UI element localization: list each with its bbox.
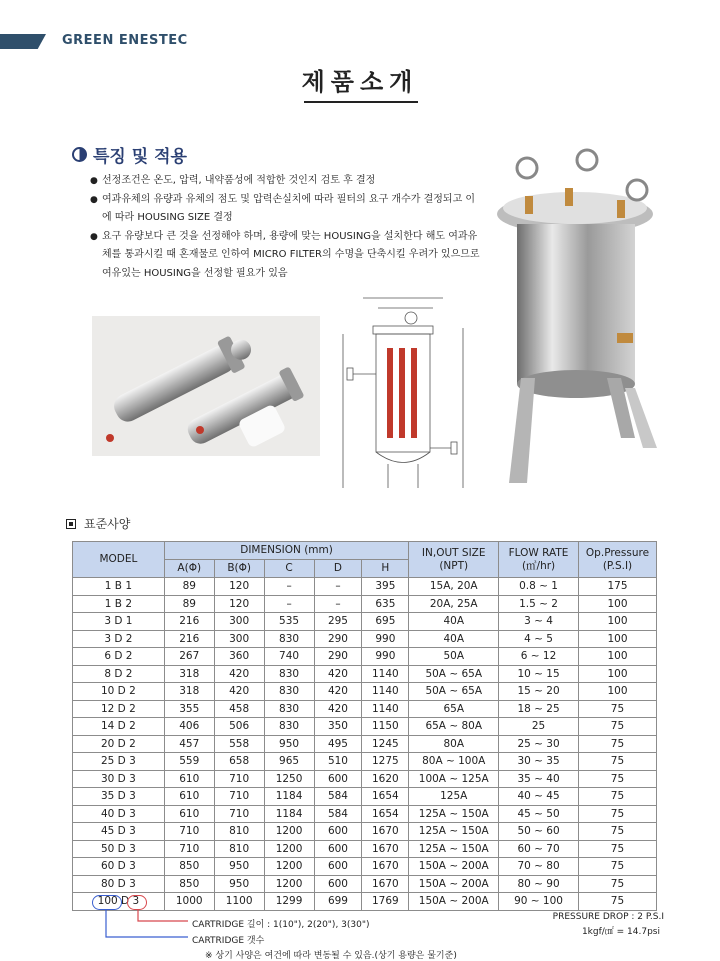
table-cell: 635 [362, 595, 409, 613]
table-cell: 600 [314, 875, 362, 893]
table-cell: 75 [578, 840, 656, 858]
table-cell: 395 [362, 578, 409, 596]
table-cell: 850 [164, 858, 214, 876]
table-cell: 1654 [362, 805, 409, 823]
table-cell: 90 ~ 100 [499, 893, 579, 911]
header-op-line2: (P.S.I) [602, 559, 633, 572]
table-cell: 100 D 3 [73, 893, 165, 911]
table-cell: 600 [314, 858, 362, 876]
header-op-line1: Op.Pressure [585, 546, 650, 559]
table-cell: 559 [164, 753, 214, 771]
table-cell: 75 [578, 770, 656, 788]
table-cell: 600 [314, 823, 362, 841]
table-cell: 600 [314, 770, 362, 788]
table-cell: 75 [578, 805, 656, 823]
table-cell: 3 D 2 [73, 630, 165, 648]
table-cell: 558 [214, 735, 264, 753]
table-cell: 6 D 2 [73, 648, 165, 666]
table-cell: 830 [264, 700, 314, 718]
table-cell: 457 [164, 735, 214, 753]
table-cell: 950 [214, 858, 264, 876]
table-cell: 150A ~ 200A [409, 875, 499, 893]
table-cell: 535 [264, 613, 314, 631]
table-cell: 89 [164, 595, 214, 613]
table-cell: 300 [214, 613, 264, 631]
feature-bullet: ● 선정조건은 온도, 압력, 내약품성에 적합한 것인지 검토 후 결정 [90, 172, 480, 191]
header-dimension: DIMENSION (mm) [164, 542, 409, 560]
table-cell: 125A [409, 788, 499, 806]
table-cell: 50 D 3 [73, 840, 165, 858]
table-cell: 65A ~ 80A [409, 718, 499, 736]
table-cell: 30 ~ 35 [499, 753, 579, 771]
header-c: C [264, 560, 314, 578]
table-cell: 25 ~ 30 [499, 735, 579, 753]
table-cell: 830 [264, 683, 314, 701]
table-cell: 710 [164, 840, 214, 858]
table-cell: 318 [164, 683, 214, 701]
table-cell: 350 [314, 718, 362, 736]
table-cell: 1140 [362, 700, 409, 718]
table-cell: 458 [214, 700, 264, 718]
table-cell: 1184 [264, 805, 314, 823]
cartridge-count-note: CARTRIDGE 갯수 [192, 936, 265, 946]
table-cell: 40A [409, 630, 499, 648]
table-cell: 950 [214, 875, 264, 893]
table-cell: 1200 [264, 858, 314, 876]
table-cell: 1184 [264, 788, 314, 806]
table-cell: 740 [264, 648, 314, 666]
table-cell: 30 D 3 [73, 770, 165, 788]
table-cell: 710 [214, 788, 264, 806]
header-h: H [362, 560, 409, 578]
header-inout-line2: (NPT) [439, 559, 469, 572]
table-cell: 695 [362, 613, 409, 631]
table-cell: 0.8 ~ 1 [499, 578, 579, 596]
table-cell: 1140 [362, 665, 409, 683]
table-cell: 420 [314, 683, 362, 701]
table-cell: 1140 [362, 683, 409, 701]
table-cell: 1200 [264, 875, 314, 893]
table-cell: 15 ~ 20 [499, 683, 579, 701]
table-cell: 45 D 3 [73, 823, 165, 841]
spec-heading-text: 표준사양 [84, 517, 131, 531]
table-cell: 100 [578, 683, 656, 701]
table-cell: 18 ~ 25 [499, 700, 579, 718]
table-cell: 1.5 ~ 2 [499, 595, 579, 613]
table-cell: 80A [409, 735, 499, 753]
table-cell: 600 [314, 840, 362, 858]
table-cell: 14 D 2 [73, 718, 165, 736]
table-cell: 1670 [362, 840, 409, 858]
table-cell: 610 [164, 770, 214, 788]
table-cell: 830 [264, 665, 314, 683]
table-cell: 710 [164, 823, 214, 841]
table-cell: 610 [164, 805, 214, 823]
table-cell: 3 ~ 4 [499, 613, 579, 631]
table-cell: 10 D 2 [73, 683, 165, 701]
table-cell: 75 [578, 823, 656, 841]
table-cell: 65A [409, 700, 499, 718]
table-cell: 40A [409, 613, 499, 631]
table-cell: 10 ~ 15 [499, 665, 579, 683]
table-cell: 75 [578, 735, 656, 753]
table-cell: 20A, 25A [409, 595, 499, 613]
table-cell: 75 [578, 700, 656, 718]
table-cell: 810 [214, 840, 264, 858]
table-cell: 100 [578, 595, 656, 613]
table-cell: 125A ~ 150A [409, 840, 499, 858]
table-cell: 60 D 3 [73, 858, 165, 876]
table-cell: 216 [164, 613, 214, 631]
pressure-drop-note: PRESSURE DROP : 2 P.S.I [552, 912, 664, 922]
header-b: B(Φ) [214, 560, 264, 578]
table-cell: 658 [214, 753, 264, 771]
table-cell: 40 ~ 45 [499, 788, 579, 806]
table-cell: 50A [409, 648, 499, 666]
table-cell: 1654 [362, 788, 409, 806]
table-cell: 80 D 3 [73, 875, 165, 893]
table-cell: 20 D 2 [73, 735, 165, 753]
table-cell: 420 [214, 665, 264, 683]
table-cell: 60 ~ 70 [499, 840, 579, 858]
table-cell: 75 [578, 858, 656, 876]
header-a: A(Φ) [164, 560, 214, 578]
table-cell: 699 [314, 893, 362, 911]
table-cell: 75 [578, 753, 656, 771]
table-cell: – [314, 595, 362, 613]
table-cell: 1150 [362, 718, 409, 736]
table-cell: 510 [314, 753, 362, 771]
table-cell: 830 [264, 630, 314, 648]
table-cell: 8 D 2 [73, 665, 165, 683]
table-cell: 506 [214, 718, 264, 736]
table-cell: 420 [214, 683, 264, 701]
table-cell: 290 [314, 630, 362, 648]
table-cell: 990 [362, 630, 409, 648]
table-cell: 125A ~ 150A [409, 823, 499, 841]
table-cell: – [314, 578, 362, 596]
table-cell: 100A ~ 125A [409, 770, 499, 788]
table-cell: 295 [314, 613, 362, 631]
table-cell: 80 ~ 90 [499, 875, 579, 893]
table-cell: 80A ~ 100A [409, 753, 499, 771]
header-flow-line1: FLOW RATE [508, 546, 569, 559]
table-cell: 50A ~ 65A [409, 665, 499, 683]
table-cell: 15A, 20A [409, 578, 499, 596]
feature-bullet: ● 요구 유량보다 큰 것을 선정해야 하며, 용량에 맞는 HOUSING을 설치한다 해도 여과유체를 통과시킬 때 혼재물로 인하여 MICRO FILTER의 수명을 단축시킬 우려가 있으므로 여유있는 HOUSING을 선정할 필요가 있음 [90, 228, 480, 284]
table-cell: 150A ~ 200A [409, 893, 499, 911]
table-cell: 1670 [362, 823, 409, 841]
table-cell: 1000 [164, 893, 214, 911]
header-flow-line2: (㎥/hr) [521, 559, 556, 572]
brand-name: GREEN ENESTEC [62, 33, 188, 48]
unit-conversion-note: 1kgf/㎠ = 14.7psi [581, 927, 660, 937]
table-cell: 1 B 2 [73, 595, 165, 613]
table-cell: 35 D 3 [73, 788, 165, 806]
table-cell: 1670 [362, 858, 409, 876]
table-cell: 830 [264, 718, 314, 736]
table-cell: 1250 [264, 770, 314, 788]
table-cell: – [264, 578, 314, 596]
table-cell: 318 [164, 665, 214, 683]
table-cell: 35 ~ 40 [499, 770, 579, 788]
table-cell: 4 ~ 5 [499, 630, 579, 648]
table-cell: 290 [314, 648, 362, 666]
table-cell: 1200 [264, 823, 314, 841]
table-cell: 70 ~ 80 [499, 858, 579, 876]
table-cell: 420 [314, 700, 362, 718]
table-cell: 100 [578, 613, 656, 631]
table-cell: 584 [314, 805, 362, 823]
table-cell: 6 ~ 12 [499, 648, 579, 666]
header-model: MODEL [73, 542, 165, 578]
table-cell: 850 [164, 875, 214, 893]
table-cell: 1275 [362, 753, 409, 771]
table-cell: 1 B 1 [73, 578, 165, 596]
table-cell: 216 [164, 630, 214, 648]
table-cell: 120 [214, 595, 264, 613]
table-cell: 45 ~ 50 [499, 805, 579, 823]
footnote: ※ 상기 사양은 여건에 따라 변동될 수 있음.(상기 용량은 물기준) [205, 951, 457, 961]
table-cell: 75 [578, 893, 656, 911]
table-cell: 300 [214, 630, 264, 648]
table-cell: 406 [164, 718, 214, 736]
cartridge-length-note: CARTRIDGE 길이 : 1(10"), 2(20"), 3(30") [192, 920, 370, 930]
table-cell: 150A ~ 200A [409, 858, 499, 876]
page-title: 제품소개 [301, 68, 419, 96]
table-cell: 50 ~ 60 [499, 823, 579, 841]
table-cell: 40 D 3 [73, 805, 165, 823]
table-cell: 710 [214, 805, 264, 823]
table-cell: 360 [214, 648, 264, 666]
table-cell: 990 [362, 648, 409, 666]
table-cell: 1620 [362, 770, 409, 788]
table-cell: 175 [578, 578, 656, 596]
table-cell: 810 [214, 823, 264, 841]
table-cell: 25 D 3 [73, 753, 165, 771]
table-cell: 584 [314, 788, 362, 806]
header-inout-line1: IN,OUT SIZE [421, 546, 486, 559]
features-heading-text: 특징 및 적용 [93, 147, 187, 167]
table-cell: 610 [164, 788, 214, 806]
table-cell: 1299 [264, 893, 314, 911]
table-cell: 3 D 1 [73, 613, 165, 631]
table-cell: 1200 [264, 840, 314, 858]
table-cell: 120 [214, 578, 264, 596]
table-cell: 50A ~ 65A [409, 683, 499, 701]
table-cell: 12 D 2 [73, 700, 165, 718]
header-d: D [314, 560, 362, 578]
table-cell: 1769 [362, 893, 409, 911]
table-cell: 1100 [214, 893, 264, 911]
table-cell: 710 [214, 770, 264, 788]
table-cell: 100 [578, 648, 656, 666]
table-cell: 125A ~ 150A [409, 805, 499, 823]
table-cell: 950 [264, 735, 314, 753]
table-cell: 267 [164, 648, 214, 666]
table-cell: – [264, 595, 314, 613]
table-cell: 75 [578, 718, 656, 736]
table-cell: 25 [499, 718, 579, 736]
feature-bullet: ● 여과유체의 유량과 유체의 점도 및 압력손실치에 따라 필터의 요구 개수가 결정되고 이에 따라 HOUSING SIZE 결정 [90, 191, 480, 228]
table-cell: 965 [264, 753, 314, 771]
table-cell: 420 [314, 665, 362, 683]
table-cell: 75 [578, 875, 656, 893]
table-cell: 355 [164, 700, 214, 718]
table-cell: 89 [164, 578, 214, 596]
table-cell: 1245 [362, 735, 409, 753]
table-cell: 495 [314, 735, 362, 753]
table-cell: 1670 [362, 875, 409, 893]
table-cell: 100 [578, 630, 656, 648]
table-cell: 75 [578, 788, 656, 806]
table-cell: 100 [578, 665, 656, 683]
